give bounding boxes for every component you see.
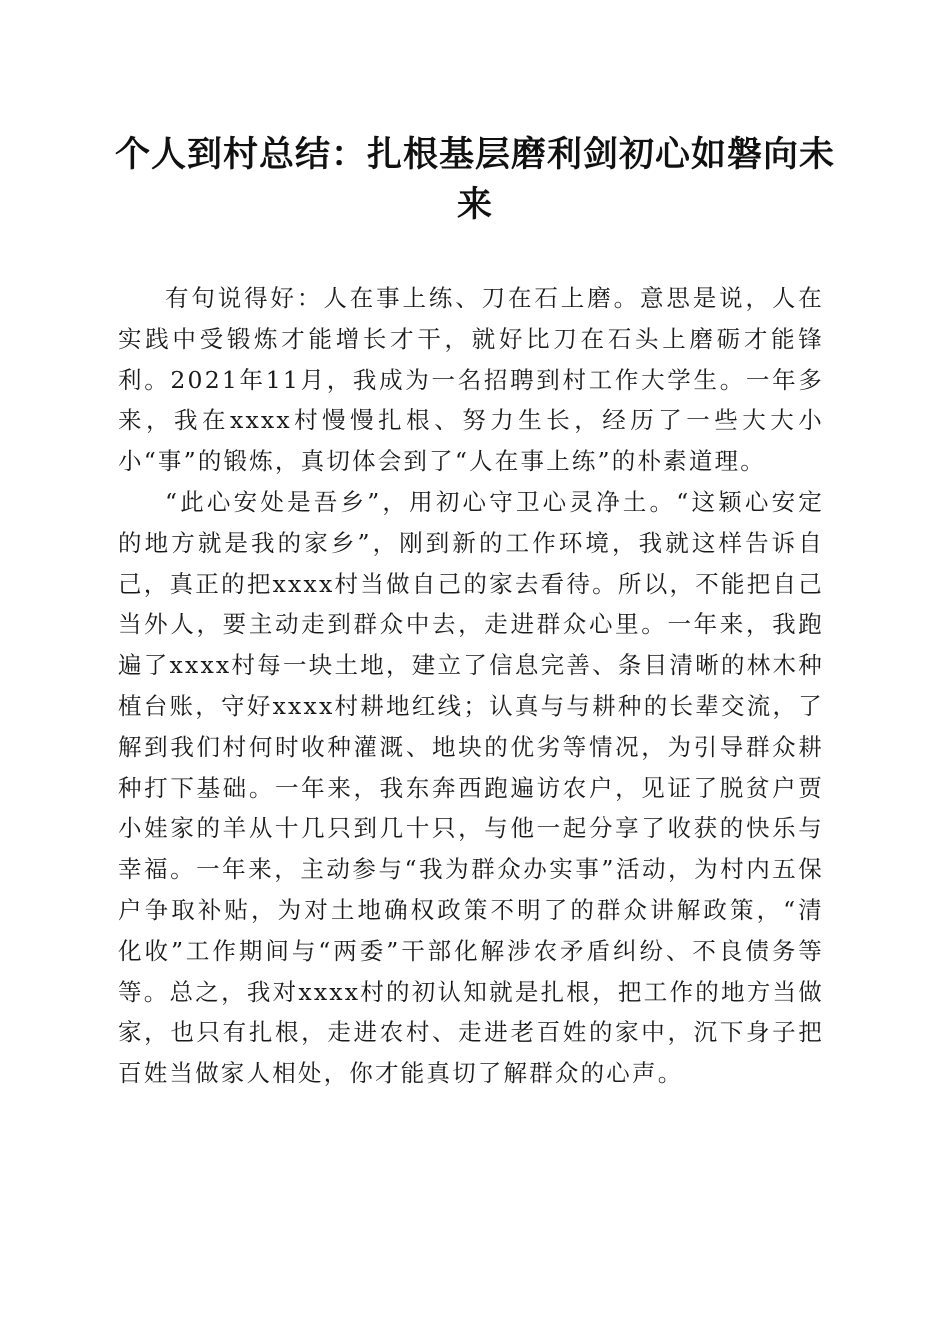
document-body	[118, 278, 824, 1094]
paragraph-intro: 有句说得好：人在事上练、刀在石上磨。意思是说，人在实践中受锻炼才能增长才干，就好比刀在石头上磨砺才能锋利。2021年11月，我成为一名招聘到村工作大学生。一年多来，我在xxxx村慢慢扎根、努力生长，经历了一些大大小小“事”的锻炼，真切体会到了“人在事上练”的朴素道理。	[118, 284, 824, 476]
document-title: 个人到村总结：扎根基层磨利剑初心如磐向未来	[114, 134, 835, 225]
paragraph-hometown: “此心安处是吾乡”，用初心守卫心灵净土。“这颖心安定的地方就是我的家乡”，刚到新的工作环境，我就这样告诉自己，真正的把xxxx村当做自己的家去看待。所以，不能把自己当外人，要主动走到群众中去，走进群众心里。一年来，我跑遍了xxxx村每一块土地，建立了信息完善、条目清晰的林木种植台账，守好xxxx村耕地红线；认真与与耕种的长辈交流，了解到我们村何时收种灌溉、地块的优劣等情况，为引导群众耕种打下基础。一年来，我东奔西跑遍访农户，见证了脱贫户贾小娃家的羊从十几只到几十只，与他一起分享了收获的快乐与幸福。一年来，主动参与“我为群众办实事”活动，为村内五保户争取补贴，为对土地确权政策不明了的群众讲解政策，“清化收”工作期间与“两委”干部化解涉农矛盾纠纷、不良债务等等。总之，我对xxxx村的初认知就是扎根，把工作的地方当做家，也只有扎根，走进农村、走进老百姓的家中，沉下身子把百姓当做家人相处，你才能真切了解群众的心声。	[118, 487, 824, 1088]
